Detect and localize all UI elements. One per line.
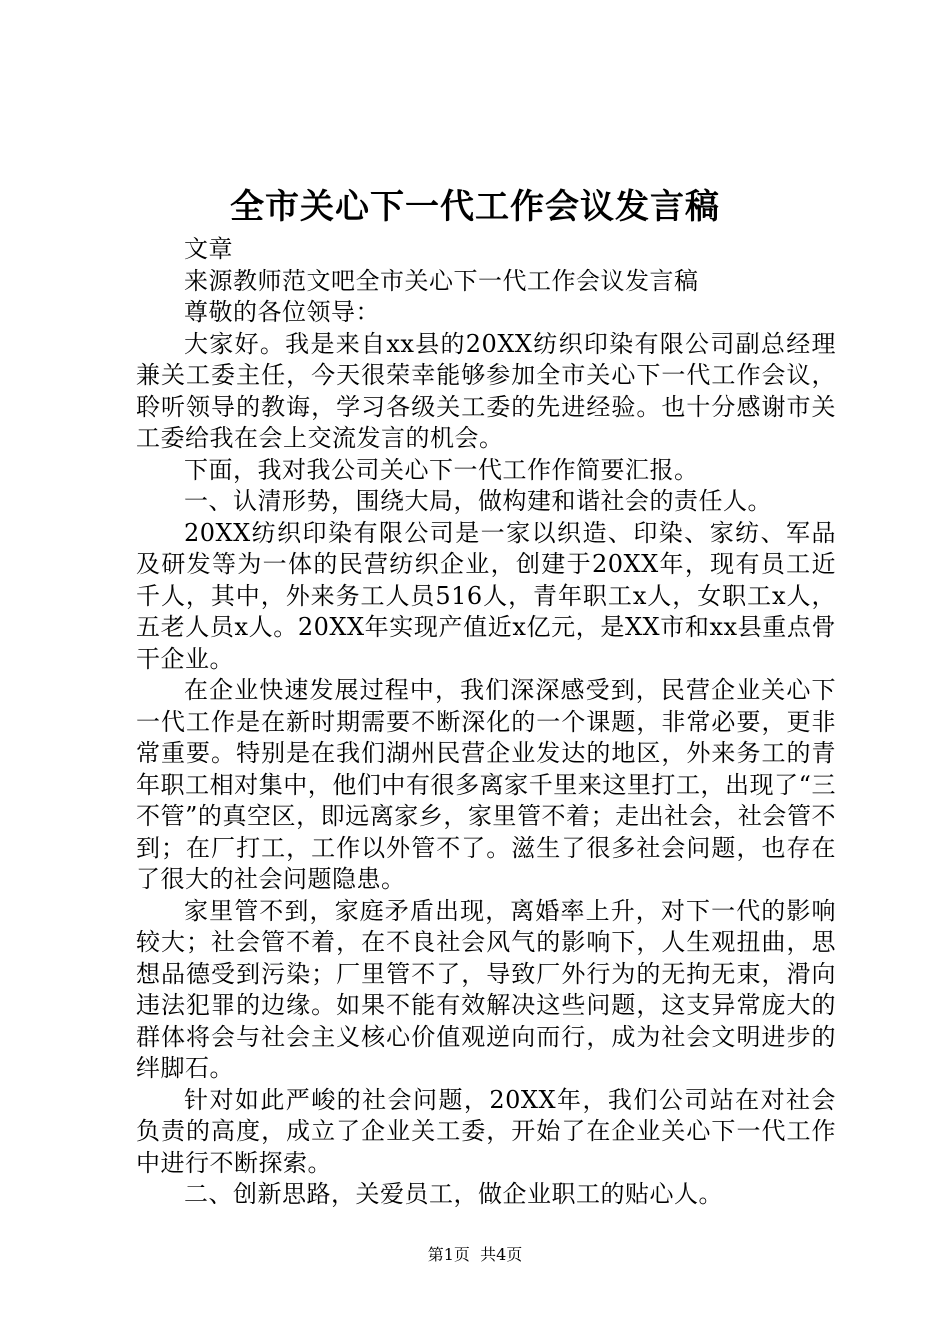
paragraph-article: 文章 xyxy=(184,235,233,263)
paragraph-company: 20XX纺织印染有限公司是一家以织造、印染、家纺、军品及研发等为一体的民营纺织企业，创建于20XX年，现有员工近千人，其中，外来务工人员516人，青年职工x人，女职工x人，五老人员x人。20XX年实现产值近x亿元，是XX市和xx县重点骨干企业。 xyxy=(136,518,836,673)
section-heading-1: 一、认清形势，围绕大局，做构建和谐社会的责任人。 xyxy=(184,487,772,515)
paragraph-source: 来源教师范文吧全市关心下一代工作会议发言稿 xyxy=(184,266,699,295)
paragraph-response: 针对如此严峻的社会问题，20XX年，我们公司站在对社会负责的高度，成立了企业关工委，开始了在企业关心下一代工作中进行不断探索。 xyxy=(136,1085,836,1177)
paragraph-intro: 下面，我对我公司关心下一代工作作简要汇报。 xyxy=(184,455,699,484)
document-body xyxy=(136,234,836,1211)
section-heading-2: 二、创新思路，关爱员工，做企业职工的贴心人。 xyxy=(184,1180,723,1208)
paragraph-problems: 家里管不到，家庭矛盾出现，离婚率上升，对下一代的影响较大；社会管不着，在不良社会风气的影响下，人生观扭曲，思想品德受到污染；厂里管不了，导致厂外行为的无拘无束，滑向违法犯罪的边缘。如果不能有效解决这些问题，这支异常庞大的群体将会与社会主义核心价值观逆向而行，成为社会文明进步的绊脚石。 xyxy=(136,896,836,1082)
page-footer: 第1页 共4页 xyxy=(427,1245,523,1264)
document-title: 全市关心下一代工作会议发言稿 xyxy=(230,187,720,227)
paragraph-development: 在企业快速发展过程中，我们深深感受到，民营企业关心下一代工作是在新时期需要不断深化的一个课题，非常必要，更非常重要。特别是在我们湖州民营企业发达的地区，外来务工的青年职工相对集中，他们中有很多离家千里来这里打工，出现了“三不管”的真空区，即远离家乡，家里管不着；走出社会，社会管不到；在厂打工，工作以外管不了。滋生了很多社会问题，也存在了很大的社会问题隐患。 xyxy=(136,676,836,893)
paragraph-salutation: 尊敬的各位领导： xyxy=(184,298,380,326)
paragraph-greeting: 大家好。我是来自xx县的20XX纺织印染有限公司副总经理兼关工委主任，今天很荣幸能够参加全市关心下一代工作会议，聆听领导的教诲，学习各级关工委的先进经验。也十分感谢市关工委给我在会上交流发言的机会。 xyxy=(136,329,836,452)
